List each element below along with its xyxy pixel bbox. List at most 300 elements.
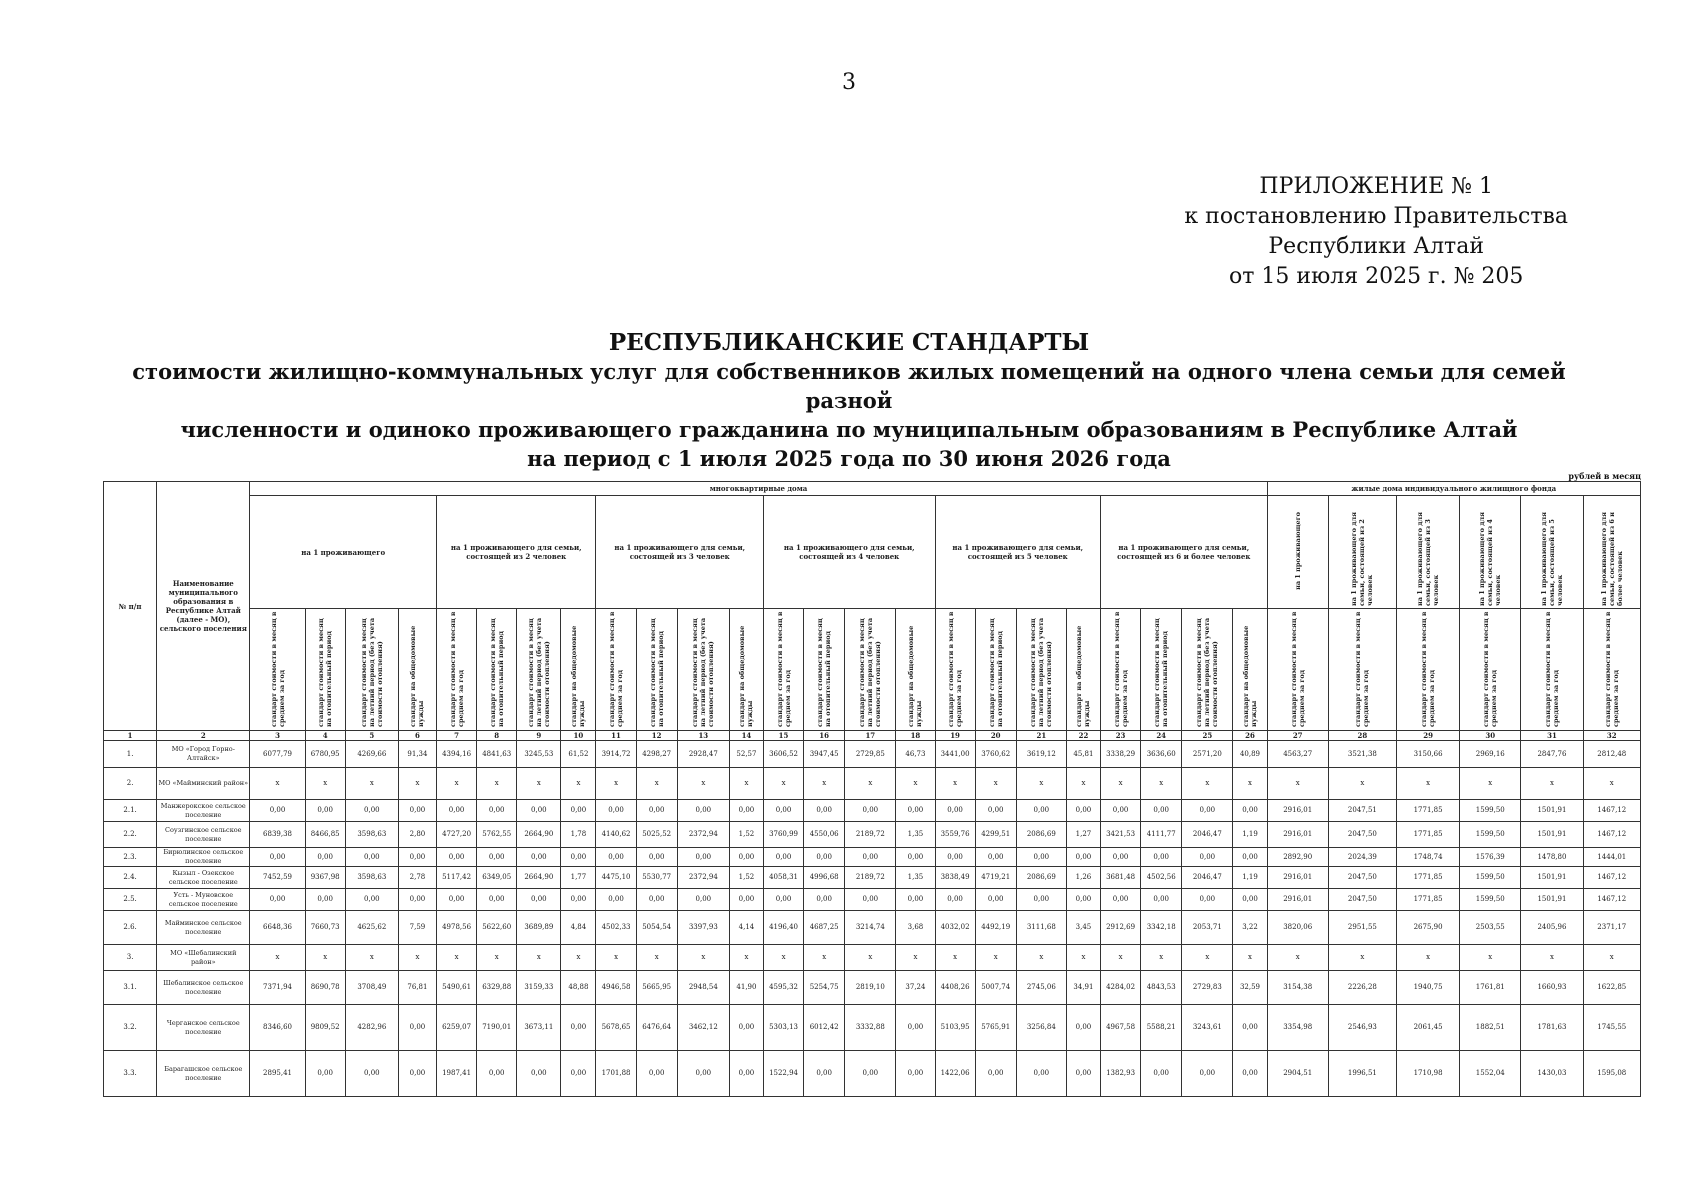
- header-sub: [804, 609, 845, 731]
- table-cell: 2189,72: [845, 867, 896, 889]
- table-cell: 0,00: [477, 889, 517, 911]
- header-ijs-sub: [1267, 609, 1328, 731]
- table-cell: 4687,25: [804, 911, 845, 945]
- table-cell: 0,00: [1066, 848, 1100, 867]
- header-ijs-sub-text: стандарт стоимости в месяц в среднем за год: [1543, 611, 1560, 727]
- row-number: 1.: [104, 741, 157, 768]
- table-cell: 2729,83: [1182, 971, 1233, 1005]
- table-body: [104, 741, 1641, 1097]
- header-sub: [250, 609, 305, 731]
- table-cell: 0,00: [1016, 1051, 1066, 1097]
- table-cell: 2812,48: [1583, 741, 1640, 768]
- column-number: 17: [845, 731, 896, 741]
- table-cell: 4625,62: [345, 911, 398, 945]
- table-cell: x: [975, 768, 1016, 800]
- row-name: Майминское сельское поселение: [157, 911, 250, 945]
- table-cell: x: [729, 945, 763, 971]
- table-cell: 0,00: [305, 800, 345, 822]
- table-cell: 0,00: [1101, 889, 1141, 911]
- row-name: Кызыл - Озекское сельское поселение: [157, 867, 250, 889]
- table-cell: 1382,93: [1101, 1051, 1141, 1097]
- header-sub-text: стандарт на общедомовые нужды: [907, 625, 924, 727]
- appendix-line-2: к постановлению Правительства: [1184, 204, 1568, 229]
- table-cell: 3342,18: [1141, 911, 1182, 945]
- table-row: [104, 889, 1641, 911]
- table-cell: x: [1182, 768, 1233, 800]
- table-cell: 0,00: [437, 848, 477, 867]
- table-cell: x: [437, 768, 477, 800]
- header-sub: [636, 609, 677, 731]
- table-cell: 3673,11: [517, 1005, 561, 1051]
- row-name: Манжерокское сельское поселение: [157, 800, 250, 822]
- table-cell: 3636,60: [1141, 741, 1182, 768]
- table-cell: 6012,42: [804, 1005, 845, 1051]
- table-cell: x: [975, 945, 1016, 971]
- column-number: 29: [1396, 731, 1459, 741]
- table-cell: 0,00: [345, 889, 398, 911]
- table-cell: 4978,56: [437, 911, 477, 945]
- table-cell: 2948,54: [677, 971, 729, 1005]
- table-cell: 8690,78: [305, 971, 345, 1005]
- row-name: Шебалинское сельское поселение: [157, 971, 250, 1005]
- table-cell: 3760,62: [975, 741, 1016, 768]
- table-cell: 0,00: [437, 800, 477, 822]
- header-sub-text: стандарт стоимости в месяц на летний период (без учета стоимости отопления): [1029, 617, 1054, 727]
- header-ijs-group-text: на 1 проживающего для семьи, состоящей из 6 и более человек: [1599, 511, 1624, 606]
- table-cell: 0,00: [345, 1051, 398, 1097]
- table-cell: 1501,91: [1521, 800, 1583, 822]
- table-cell: 0,00: [477, 848, 517, 867]
- row-number: 2.3.: [104, 848, 157, 867]
- table-cell: x: [437, 945, 477, 971]
- table-cell: 3598,63: [345, 867, 398, 889]
- table-cell: 2895,41: [250, 1051, 305, 1097]
- table-cell: 4946,58: [596, 971, 636, 1005]
- table-cell: x: [345, 768, 398, 800]
- table-cell: 0,00: [345, 800, 398, 822]
- table-cell: 1660,93: [1521, 971, 1583, 1005]
- header-sub-text: стандарт стоимости в месяц в среднем за год: [947, 611, 964, 727]
- table-cell: 4196,40: [763, 911, 803, 945]
- table-cell: 2371,17: [1583, 911, 1640, 945]
- table-cell: 1,19: [1233, 867, 1267, 889]
- header-sub: [398, 609, 436, 731]
- table-cell: 5678,65: [596, 1005, 636, 1051]
- table-cell: 46,73: [896, 741, 935, 768]
- table-cell: x: [305, 945, 345, 971]
- table-cell: 4502,33: [596, 911, 636, 945]
- table-cell: 3354,98: [1267, 1005, 1328, 1051]
- table-cell: 5103,95: [935, 1005, 975, 1051]
- table-cell: 0,00: [398, 848, 436, 867]
- table-cell: 4394,16: [437, 741, 477, 768]
- header-sub: [305, 609, 345, 731]
- table-cell: 1478,80: [1521, 848, 1583, 867]
- table-cell: 1,19: [1233, 822, 1267, 848]
- table-cell: x: [1583, 768, 1640, 800]
- table-cell: 3243,61: [1182, 1005, 1233, 1051]
- table-cell: 2047,51: [1328, 800, 1396, 822]
- table-row: [104, 768, 1641, 800]
- table-cell: 4475,10: [596, 867, 636, 889]
- table-cell: 3820,06: [1267, 911, 1328, 945]
- table-cell: x: [398, 945, 436, 971]
- column-number: 6: [398, 731, 436, 741]
- table-cell: 3598,63: [345, 822, 398, 848]
- table-cell: 2503,55: [1460, 911, 1521, 945]
- header-sub: [935, 609, 975, 731]
- table-cell: 0,00: [729, 889, 763, 911]
- table-cell: 5588,21: [1141, 1005, 1182, 1051]
- table-cell: 1,52: [729, 867, 763, 889]
- row-name: Соузгинское сельское поселение: [157, 822, 250, 848]
- column-number: 11: [596, 731, 636, 741]
- table-cell: 0,00: [398, 1005, 436, 1051]
- header-sub: [1182, 609, 1233, 731]
- column-number: 15: [763, 731, 803, 741]
- header-ijs-sub-text: стандарт стоимости в месяц в среднем за год: [1420, 611, 1437, 727]
- header-sub: [1066, 609, 1100, 731]
- table-row: [104, 945, 1641, 971]
- table-cell: 1748,74: [1396, 848, 1459, 867]
- table-cell: 4550,06: [804, 822, 845, 848]
- table-cell: 1467,12: [1583, 822, 1640, 848]
- table-cell: 3111,68: [1016, 911, 1066, 945]
- table-cell: 4727,20: [437, 822, 477, 848]
- table-cell: 2046,47: [1182, 867, 1233, 889]
- table-cell: 1599,50: [1460, 800, 1521, 822]
- table-cell: 2047,50: [1328, 867, 1396, 889]
- table-cell: 1940,75: [1396, 971, 1459, 1005]
- table-cell: 2928,47: [677, 741, 729, 768]
- header-sub-text: стандарт стоимости в месяц на отопительный период: [488, 618, 505, 727]
- table-cell: x: [596, 945, 636, 971]
- table-cell: 3154,38: [1267, 971, 1328, 1005]
- table-cell: 3606,52: [763, 741, 803, 768]
- title-line-1: РЕСПУБЛИКАНСКИЕ СТАНДАРТЫ: [608, 329, 1090, 356]
- table-cell: 0,00: [729, 848, 763, 867]
- row-number: 2.: [104, 768, 157, 800]
- table-cell: 0,00: [636, 848, 677, 867]
- table-cell: 9809,52: [305, 1005, 345, 1051]
- table-cell: 48,88: [561, 971, 596, 1005]
- table-cell: 2053,71: [1182, 911, 1233, 945]
- table-cell: 1996,51: [1328, 1051, 1396, 1097]
- table-cell: x: [250, 945, 305, 971]
- table-cell: 0,00: [1182, 800, 1233, 822]
- table-cell: 0,00: [437, 889, 477, 911]
- table-cell: 0,00: [1141, 889, 1182, 911]
- header-sub: [1016, 609, 1066, 731]
- table-cell: 4408,26: [935, 971, 975, 1005]
- table-cell: 7,59: [398, 911, 436, 945]
- table-cell: 3214,74: [845, 911, 896, 945]
- table-cell: 0,00: [1233, 1005, 1267, 1051]
- table-cell: 1595,08: [1583, 1051, 1640, 1097]
- table-cell: 0,00: [1233, 848, 1267, 867]
- table-cell: 5054,54: [636, 911, 677, 945]
- table-cell: 1771,85: [1396, 867, 1459, 889]
- table-cell: 5765,91: [975, 1005, 1016, 1051]
- table-cell: x: [1267, 768, 1328, 800]
- table-cell: 1,52: [729, 822, 763, 848]
- table-cell: 4841,63: [477, 741, 517, 768]
- table-cell: x: [1233, 945, 1267, 971]
- table-cell: 0,00: [561, 1005, 596, 1051]
- table-cell: 1576,39: [1460, 848, 1521, 867]
- table-row: [104, 800, 1641, 822]
- table-cell: 0,00: [845, 848, 896, 867]
- table-cell: 76,81: [398, 971, 436, 1005]
- table-cell: 2372,94: [677, 822, 729, 848]
- header-group: на 1 проживающего для семьи, состоящей из 3 человек: [596, 496, 764, 609]
- table-cell: 0,00: [896, 1005, 935, 1051]
- table-cell: x: [1101, 945, 1141, 971]
- table-cell: 5025,52: [636, 822, 677, 848]
- table-cell: x: [804, 945, 845, 971]
- table-cell: 4140,62: [596, 822, 636, 848]
- header-sub: [677, 609, 729, 731]
- column-number: 27: [1267, 731, 1328, 741]
- table-cell: 4563,27: [1267, 741, 1328, 768]
- header-sub: [845, 609, 896, 731]
- header-sub-text: стандарт стоимости в месяц на летний период (без учета стоимости отопления): [526, 617, 551, 727]
- table-cell: x: [935, 768, 975, 800]
- row-number: 3.1.: [104, 971, 157, 1005]
- header-ijs-sub: [1583, 609, 1640, 731]
- table-cell: 32,59: [1233, 971, 1267, 1005]
- header-group: на 1 проживающего для семьи, состоящей из 5 человек: [935, 496, 1101, 609]
- table-cell: 0,00: [398, 1051, 436, 1097]
- table-cell: x: [345, 945, 398, 971]
- header-ijs-sub-text: стандарт стоимости в месяц в среднем за год: [1289, 611, 1306, 727]
- table-cell: 2047,50: [1328, 822, 1396, 848]
- table-cell: 0,00: [975, 1051, 1016, 1097]
- table-cell: 6839,38: [250, 822, 305, 848]
- table-cell: 0,00: [477, 800, 517, 822]
- table-cell: 2,80: [398, 822, 436, 848]
- header-sub-text: стандарт на общедомовые нужды: [570, 625, 587, 727]
- table-cell: 0,00: [1182, 889, 1233, 911]
- table-cell: 0,00: [1016, 848, 1066, 867]
- table-cell: 2571,20: [1182, 741, 1233, 768]
- header-ijs-sub-text: стандарт стоимости в месяц в среднем за год: [1482, 611, 1499, 727]
- header-sub: [896, 609, 935, 731]
- table-cell: x: [935, 945, 975, 971]
- table-cell: 1522,94: [763, 1051, 803, 1097]
- table-cell: 0,00: [1182, 1051, 1233, 1097]
- table-cell: 0,00: [636, 800, 677, 822]
- table-cell: 0,00: [1066, 1005, 1100, 1051]
- table-cell: x: [1328, 768, 1396, 800]
- table-cell: 3760,99: [763, 822, 803, 848]
- table-cell: 2729,85: [845, 741, 896, 768]
- table-cell: 6648,36: [250, 911, 305, 945]
- header-sub-text: стандарт стоимости в месяц на летний период (без учета стоимости отопления): [858, 617, 883, 727]
- table-cell: 1599,50: [1460, 822, 1521, 848]
- table-cell: 4967,58: [1101, 1005, 1141, 1051]
- table-cell: 1467,12: [1583, 867, 1640, 889]
- table-cell: 0,00: [1101, 800, 1141, 822]
- table-cell: 2745,06: [1016, 971, 1066, 1005]
- table-cell: 0,00: [804, 1051, 845, 1097]
- table-cell: 1552,04: [1460, 1051, 1521, 1097]
- title-line-2: стоимости жилищно-коммунальных услуг для собственников жилых помещений на одного члена семьи для семей разной: [132, 359, 1566, 413]
- table-cell: 0,00: [845, 800, 896, 822]
- table-cell: 1,77: [561, 867, 596, 889]
- header-mkd: многоквартирные дома: [250, 482, 1267, 496]
- header-ijs-group: [1396, 496, 1459, 609]
- table-cell: 2904,51: [1267, 1051, 1328, 1097]
- table-cell: x: [1141, 768, 1182, 800]
- table-cell: 3947,45: [804, 741, 845, 768]
- table-cell: 0,00: [1016, 800, 1066, 822]
- table-cell: 0,00: [896, 800, 935, 822]
- table-cell: 0,00: [763, 800, 803, 822]
- table-cell: 2916,01: [1267, 889, 1328, 911]
- table-cell: 0,00: [896, 889, 935, 911]
- table-cell: 2819,10: [845, 971, 896, 1005]
- header-ijs-group-text: на 1 проживающего для семьи, состоящей из 2 человек: [1350, 512, 1375, 606]
- header-ijs-sub-text: стандарт стоимости в месяц в среднем за год: [1354, 611, 1371, 727]
- header-ijs-group-text: на 1 проживающего для семьи, состоящей из 5 человек: [1539, 512, 1564, 606]
- table-cell: 0,00: [845, 889, 896, 911]
- table-cell: 0,00: [250, 848, 305, 867]
- table-cell: x: [1066, 768, 1100, 800]
- table-cell: 1,26: [1066, 867, 1100, 889]
- table-cell: 2951,55: [1328, 911, 1396, 945]
- table-cell: 0,00: [561, 800, 596, 822]
- table-cell: 1501,91: [1521, 822, 1583, 848]
- table-cell: 52,57: [729, 741, 763, 768]
- table-cell: 3,68: [896, 911, 935, 945]
- column-number: 20: [975, 731, 1016, 741]
- table-cell: 0,00: [845, 1051, 896, 1097]
- column-number: 30: [1460, 731, 1521, 741]
- table-cell: 40,89: [1233, 741, 1267, 768]
- table-cell: x: [1460, 945, 1521, 971]
- page-number: 3: [842, 70, 856, 95]
- table-cell: 1781,63: [1521, 1005, 1583, 1051]
- table-cell: 8346,60: [250, 1005, 305, 1051]
- column-number: 23: [1101, 731, 1141, 741]
- table-cell: 3150,66: [1396, 741, 1459, 768]
- header-ijs-group-text: на 1 проживающего для семьи, состоящей из 4 человек: [1478, 512, 1503, 606]
- header-sub: [517, 609, 561, 731]
- table-cell: 0,00: [763, 889, 803, 911]
- table-cell: 0,00: [305, 889, 345, 911]
- table-cell: 1771,85: [1396, 889, 1459, 911]
- row-number: 2.2.: [104, 822, 157, 848]
- table-cell: x: [845, 768, 896, 800]
- table-cell: 3245,53: [517, 741, 561, 768]
- table-cell: 5303,13: [763, 1005, 803, 1051]
- table-cell: x: [896, 945, 935, 971]
- table-cell: 0,00: [250, 800, 305, 822]
- table-cell: 1745,55: [1583, 1005, 1640, 1051]
- table-cell: 0,00: [1233, 889, 1267, 911]
- column-number: 22: [1066, 731, 1100, 741]
- table-cell: x: [305, 768, 345, 800]
- header-ijs-sub: [1521, 609, 1583, 731]
- table-cell: 2916,01: [1267, 800, 1328, 822]
- table-cell: x: [1583, 945, 1640, 971]
- table-cell: 2086,69: [1016, 822, 1066, 848]
- header-ijs-group: [1328, 496, 1396, 609]
- column-number: 16: [804, 731, 845, 741]
- header-sub-text: стандарт стоимости в месяц в среднем за год: [608, 611, 625, 727]
- table-cell: x: [561, 945, 596, 971]
- header-sub-text: стандарт стоимости в месяц на отопительный период: [1153, 618, 1170, 727]
- header-ijs-group: [1267, 496, 1328, 609]
- table-cell: 2916,01: [1267, 867, 1328, 889]
- header-sub: [596, 609, 636, 731]
- table-cell: 2675,90: [1396, 911, 1459, 945]
- table-cell: 2086,69: [1016, 867, 1066, 889]
- table-cell: 3462,12: [677, 1005, 729, 1051]
- table-cell: x: [1182, 945, 1233, 971]
- table-cell: 4284,02: [1101, 971, 1141, 1005]
- table-cell: 0,00: [975, 889, 1016, 911]
- table-cell: x: [677, 945, 729, 971]
- table-cell: 3256,84: [1016, 1005, 1066, 1051]
- appendix-block: [1184, 172, 1568, 292]
- row-name: МО «Шебалинский район»: [157, 945, 250, 971]
- table-cell: 0,00: [729, 800, 763, 822]
- column-number: 5: [345, 731, 398, 741]
- table-cell: 2969,16: [1460, 741, 1521, 768]
- table-cell: x: [636, 768, 677, 800]
- table-cell: x: [1016, 945, 1066, 971]
- table-cell: 0,00: [1066, 1051, 1100, 1097]
- table-cell: 0,00: [596, 889, 636, 911]
- table-cell: 0,00: [677, 1051, 729, 1097]
- table-cell: 4298,27: [636, 741, 677, 768]
- table-cell: 1467,12: [1583, 800, 1640, 822]
- table-cell: 0,00: [804, 848, 845, 867]
- table-cell: 0,00: [896, 1051, 935, 1097]
- table-cell: 4719,21: [975, 867, 1016, 889]
- table-cell: 4996,68: [804, 867, 845, 889]
- column-number: 1: [104, 731, 157, 741]
- table-cell: 6476,64: [636, 1005, 677, 1051]
- table-cell: 0,00: [345, 848, 398, 867]
- table-cell: 3441,00: [935, 741, 975, 768]
- header-sub-text: стандарт стоимости в месяц на летний период (без учета стоимости отопления): [691, 617, 716, 727]
- table-cell: 1987,41: [437, 1051, 477, 1097]
- header-sub: [1233, 609, 1267, 731]
- row-name: Усть - Муновское сельское поселение: [157, 889, 250, 911]
- table-cell: x: [1141, 945, 1182, 971]
- table-cell: 2046,47: [1182, 822, 1233, 848]
- table-cell: 0,00: [935, 800, 975, 822]
- table-cell: 8466,85: [305, 822, 345, 848]
- column-number: 9: [517, 731, 561, 741]
- table-cell: x: [477, 768, 517, 800]
- header-sub: [437, 609, 477, 731]
- header-sub-text: стандарт стоимости в месяц на летний период (без учета стоимости отопления): [359, 617, 384, 727]
- title-line-3: численности и одиноко проживающего гражданина по муниципальным образованиям в Республике Алтай: [180, 417, 1518, 442]
- table-cell: 0,00: [596, 800, 636, 822]
- table-cell: 0,00: [561, 848, 596, 867]
- table-cell: 2664,90: [517, 822, 561, 848]
- header-ijs-group: [1460, 496, 1521, 609]
- table-cell: 4,84: [561, 911, 596, 945]
- table-cell: 4299,51: [975, 822, 1016, 848]
- table-cell: 0,00: [305, 848, 345, 867]
- table-cell: 4,14: [729, 911, 763, 945]
- table-cell: 0,00: [1182, 848, 1233, 867]
